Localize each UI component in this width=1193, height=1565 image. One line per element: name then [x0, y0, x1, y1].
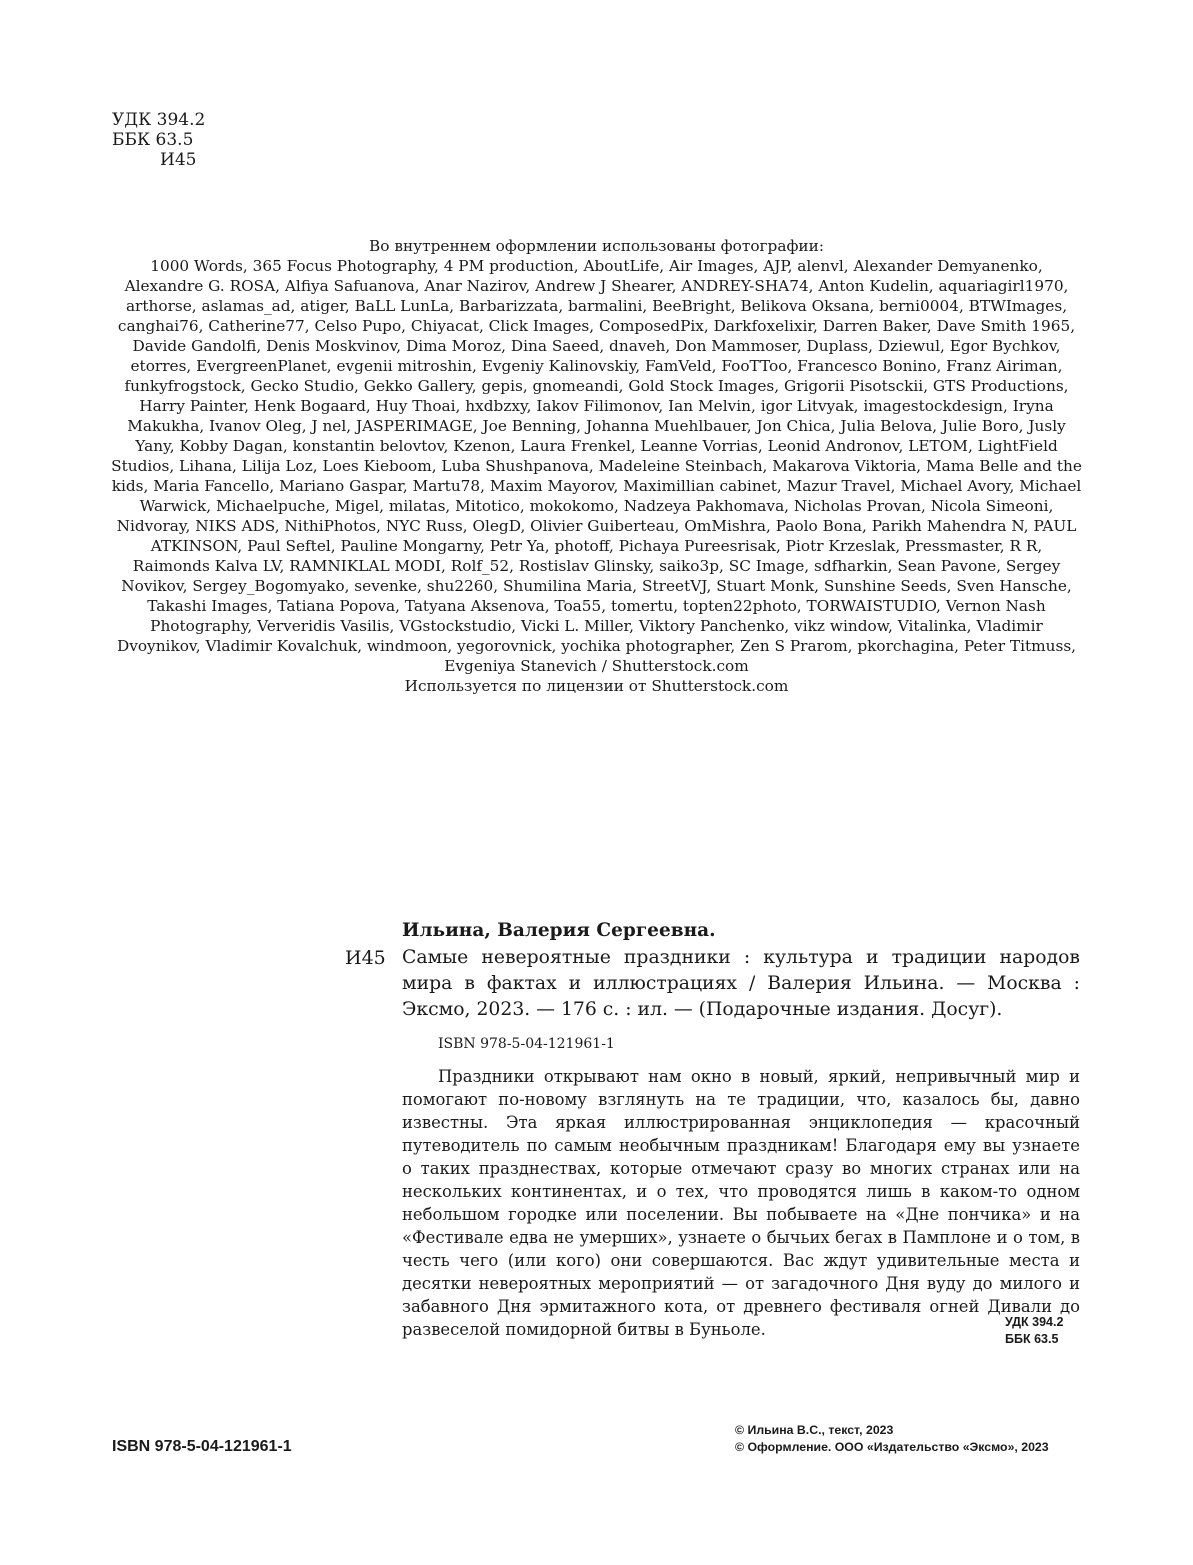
- catalog-author-mark: И45: [345, 947, 386, 969]
- credits-heading: Во внутреннем оформлении использованы фотографии:: [369, 237, 824, 255]
- photo-credits: [110, 236, 1083, 696]
- annotation: Праздники открывают нам окно в новый, яркий, непривычный мир и помогают по-новому взглянуть на те традиции, что, казалось бы, давно известны. Эта яркая иллюстрированная энциклопедия — красочный путеводитель по самым необычным праздникам! Благодаря ему вы узнаете о таких празднествах, которые отмечают сразу во многих странах или на нескольких континентах, и о тех, что проводятся лишь в каком-то одном небольшом городке или поселении. Вы побываете на «Дне пончика» и на «Фестивале едва не умерших», узнаете о бычьих бегах в Памплоне и о том, в честь чего (или кого) они совершаются. Вас ждут удивительные места и десятки невероятных мероприятий — от загадочного Дня вуду до милого и забавного Дня эрмитажного кота, от древнего фестиваля огней Дивали до развеселой помидорной битвы в Буньоле.: [402, 1067, 1080, 1339]
- credits-list: 1000 Words, 365 Focus Photography, 4 PM production, AboutLife, Air Images, AJP, alenvl, Alexander Demyanenko, Alexandre G. ROSA, Alfiya Safuanova, Anar Nazirov, Andrew J Shearer, ANDREY-SHA74, Anton Kudelin, aquariagirl1970, arthorse, aslamas_ad, atiger, BaLL LunLa, Barbarizzata, barmalini, BeeBright, Belikova Oksana, berni0004, BTWImages, canghai76, Catherine77, Celso Pupo, Chiyacat, Click Images, ComposedPix, Darkfoxelixir, Darren Baker, Dave Smith 1965, Davide Gandolfi, Denis Moskvinov, Dima Moroz, Dina Saeed, dnaveh, Don Mammoser, Duplass, Dziewul, Egor Bychkov, etorres, EvergreenPlanet, evgenii mitroshin, Evgeniy Kalinovskiy, FamVeld, FooTToo, Francesco Bonino, Franz Airiman, funkyfrogstock, Gecko Studio, Gekko Gallery, gepis, gnomeandi, Gold Stock Images, Grigorii Pisotsckii, GTS Productions, Harry Painter, Henk Bogaard, Huy Thoai, hxdbzxy, Iakov Filimonov, Ian Melvin, igor Litvyak, imagestockdesign, Iryna Makukha, Ivanov Oleg, J nel, JASPERIMAGE, Joe Benning, Johanna Muehlbauer, Jon Chica, Julia Belova, Julie Boro, Jusly Yany, Kobby Dagan, konstantin belovtov, Kzenon, Laura Frenkel, Leanne Vorrias, Leonid Andronov, LETOM, LightField Studios, Lihana, Lilija Loz, Loes Kieboom, Luba Shushpanova, Madeleine Steinbach, Makarova Viktoria, Mama Belle and the kids, Maria Fancello, Mariano Gaspar, Martu78, Maxim Mayorov, Maximillian cabinet, Mazur Travel, Michael Avory, Michael Warwick, Michaelpuche, Migel, milatas, Mitotico, mokokomo, Nadzeya Pakhomava, Nicholas Provan, Nicola Simeoni, Nidvoray, NIKS ADS, NithiPhotos, NYC Russ, OlegD, Olivier Guiberteau, OmMishra, Paolo Bona, Parikh Mahendra N, PAUL ATKINSON, Paul Seftel, Pauline Mongarny, Petr Ya, photoff, Pichaya Pureesrisak, Piotr Krzeslak, Pressmaster, R R, Raimonds Kalva LV, RAMNIKLAL MODI, Rolf_52, Rostislav Glinsky, saiko3p, SC Image, sdfharkin, Sean Pavone, Sergey Novikov, Sergey_Bogomyako, sevenke, shu2260, Shumilina Maria, StreetVJ, Stuart Monk, Sunshine Seeds, Sven Hansche, Takashi Images, Tatiana Popova, Tatyana Aksenova, Toa55, tomertu, topten22photo, TORWAISTUDIO, Vernon Nash Photography, Ververidis Vasilis, VGstockstudio, Vicki L. Miller, Viktory Panchenko, vikz window, Vitalinka, Vladimir Dvoynikov, Vladimir Kovalchuk, windmoon, yegorovnick, yochika photographer, Zen S Prarom, pkorchagina, Peter Titmuss, Evgeniya Stanevich / Shutterstock.com: [111, 257, 1082, 675]
- udk-code-bottom: УДК 394.2: [1005, 1315, 1064, 1329]
- author-mark: И45: [160, 150, 197, 170]
- author-name: Ильина, Валерия Сергеевна.: [402, 920, 716, 941]
- bibliographic-description: Самые невероятные праздники : культура и традиции народов мира в фактах и иллюстрациях / Валерия Ильина. — Москва : Эксмо, 2023. — 176 с. : ил. — (Подарочные издания. Досуг).: [402, 947, 1080, 1020]
- udk-code: УДК 394.2: [112, 110, 206, 130]
- bbk-code: ББК 63.5: [112, 130, 194, 150]
- license-note: Используется по лицензии от Shutterstock.com: [404, 677, 789, 695]
- copyright-text: © Ильина В.С., текст, 2023: [735, 1423, 894, 1437]
- copyright-block: [735, 1422, 1049, 1456]
- udk-block-bottom: [1005, 1314, 1063, 1348]
- isbn-footer: ISBN 978-5-04-121961-1: [112, 1438, 292, 1455]
- catalog-isbn: ISBN 978-5-04-121961-1: [438, 1036, 615, 1052]
- copyright-design: © Оформление. ООО «Издательство «Эксмо», 2023: [735, 1440, 1049, 1454]
- udk-block-top: [112, 110, 205, 170]
- bbk-code-bottom: ББК 63.5: [1005, 1332, 1059, 1346]
